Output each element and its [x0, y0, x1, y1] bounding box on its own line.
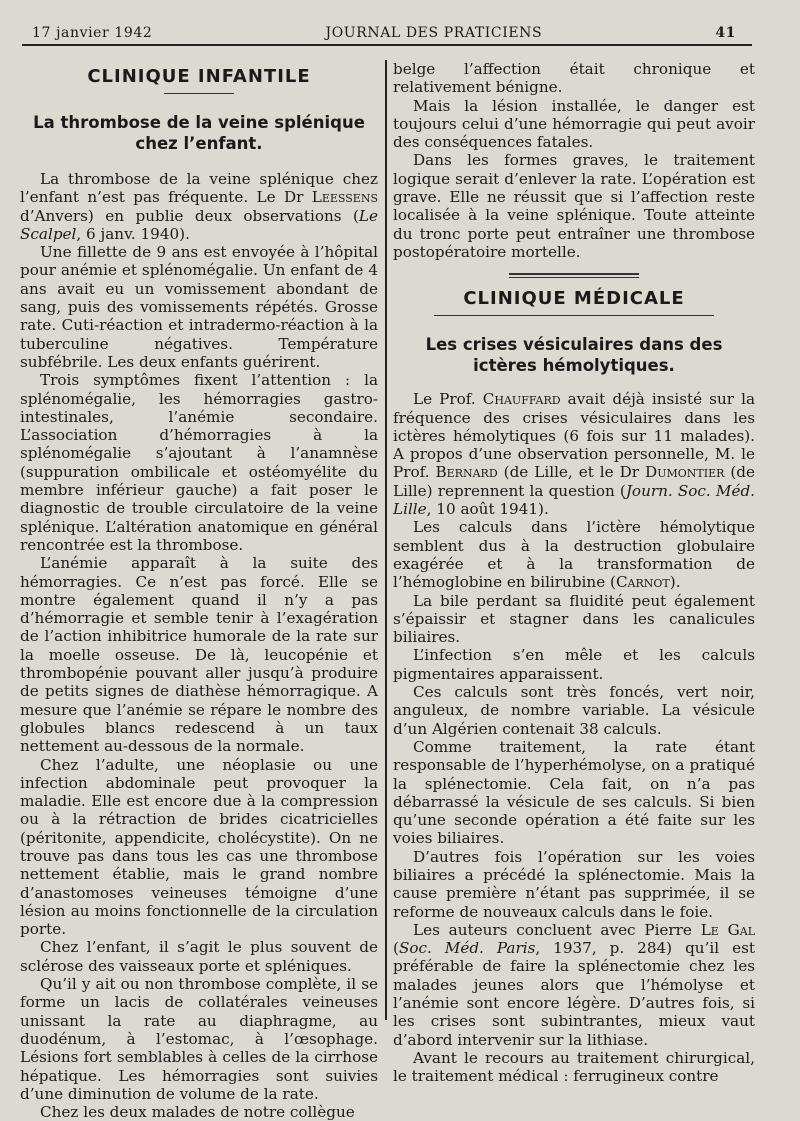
- paragraph: Comme traitement, la rate étant responsable de l’hyperhémolyse, on a pratiqué la splénectomie. Cela fait, on n’a pas débarrassé la vésicule de ses calculs. Si bien qu’une seconde opération a été faite sur les voies biliaires.: [393, 737, 755, 848]
- author-name: Dumontier: [645, 463, 725, 482]
- paragraph: belge l’affection était chronique et relativement bénigne.: [393, 60, 755, 97]
- journal-reference: Le Scalpel: [20, 206, 378, 243]
- left-column: [20, 60, 378, 1121]
- paragraph: L’infection s’en mêle et les calculs pigmentaires apparaissent.: [393, 646, 755, 683]
- paragraph: Qu’il y ait ou non thrombose complète, il se forme un lacis de collatérales veineuses unissant la rate au diaphragme, au duodénum, à l’estomac, à l’œsophage. Lésions fort semblables à celles de la cirrhose hépatique. Les hémorragies sont suivies d’une diminution de volume de la rate.: [20, 975, 378, 1103]
- article-title-thrombose: La thrombose de la veine splénique chez l’enfant.: [33, 113, 365, 153]
- paragraph: Avant le recours au traitement chirurgical, le traitement médical : ferrugineux contre: [393, 1048, 755, 1086]
- section-rule: [434, 315, 714, 316]
- paragraph: Trois symptômes fixent l’attention : la splénomégalie, les hémorragies gastro-intestinales, l’anémie secondaire. L’association d’hémorragies à la splénomégalie s’ajoutant à l’anamnèse (suppuration ombilicale et ostéomyélite du membre inférieur gauche) a fait poser le diagnostic de trouble circulatoire de la veine splénique. L’altération anatomique en général rencontrée est la thrombose.: [20, 371, 378, 554]
- journal-reference: Soc. Méd. Paris: [398, 939, 536, 958]
- paragraph: L’anémie apparaît à la suite des hémorragies. Ce n’est pas forcé. Elle se montre également quand il n’y a pas d’hémorragie et semble tenir à l’exagération de l’action inhibitrice humorale de la rate sur la moelle osseuse. De là, leucopénie et thrombopénie pouvant aller jusqu’à produire de petits signes de diathèse hémorragique. A mesure que l’anémie se répare le nombre des globules blancs redescend à un taux nettement au-dessous de la normale.: [20, 554, 378, 756]
- paragraph: Chez l’adulte, une néoplasie ou une infection abdominale peut provoquer la maladie. Elle est encore due à la compression ou à la rétraction de brides cicatricielles (péritonite, appendicite, cholécystite). On ne trouve pas dans tous les cas une thrombose nettement établie, mais le grand nombre d’anastomoses veineuses témoigne d’une lésion au moins fonctionnelle de la circulation porte.: [20, 755, 378, 939]
- journal-reference: Journ. Soc. Méd. Lille: [393, 481, 755, 519]
- section-dash: [164, 93, 234, 94]
- header-page-number: 41: [715, 25, 736, 41]
- paragraph: Le Prof. Chauffard avait déjà insisté sur la fréquence des crises vésiculaires dans les ictères hémolytiques (6 fois sur 11 malades). A propos d’une observation personnelle, M. le Prof. Bernard (de Lille, et le Dr Dumontier (de Lille) reprennent la question (Journ. Soc. Méd. Lille, 10 août 1941).: [393, 390, 756, 519]
- paragraph: Chez les deux malades de notre collègue: [40, 1103, 355, 1121]
- running-header: [32, 20, 736, 46]
- paragraph: Une fillette de 9 ans est envoyée à l’hôpital pour anémie et splénomégalie. Un enfant de 4 ans avait eu un vomissement abondant de sang, puis des vomissements répétés. Grosse rate. Cuti-réaction et intradermo-réaction à la tuberculine négatives. Température subfébrile. Les deux enfants guérirent.: [20, 243, 378, 371]
- author-name: Bernard: [435, 463, 498, 482]
- paragraph: La bile perdant sa fluidité peut également s’épaissir et stagner dans les canalicules biliaires.: [393, 591, 755, 647]
- paragraph: Les calculs dans l’ictère hémolytique semblent dus à la destruction globulaire exagérée et à la transformation de l’hémoglobine en bilirubine (Carnot).: [393, 518, 755, 592]
- author-name: Carnot: [615, 573, 670, 592]
- author-name: Le Gal: [700, 920, 756, 939]
- section-title-clinique-infantile: CLINIQUE INFANTILE: [87, 66, 311, 87]
- paragraph: La thrombose de la veine splénique chez l’enfant n’est pas fréquente. Le Dr Leessens d’Anvers) en publie deux observations (Le Scalpel, 6 janv. 1940).: [20, 170, 378, 243]
- header-rule: [22, 44, 752, 46]
- paragraph: Chez l’enfant, il s’agit le plus souvent de sclérose des vaisseaux porte et spléniques.: [20, 938, 378, 975]
- section-double-rule: [509, 273, 639, 278]
- paragraph: Ces calculs sont très foncés, vert noir, anguleux, de nombre variable. La vésicule d’un Algérien contenait 38 calculs.: [393, 683, 755, 738]
- paragraph: Mais la lésion installée, le danger est toujours celui d’une hémorragie qui peut avoir des conséquences fatales.: [393, 96, 755, 152]
- header-date: 17 janvier 1942: [32, 25, 153, 41]
- author-name: Leessens: [311, 188, 378, 207]
- article-title-crises-vesiculaires: Les crises vésiculaires dans des ictères hémolytiques.: [425, 335, 723, 376]
- header-journal-title: JOURNAL DES PRATICIENS: [325, 25, 543, 41]
- right-column: [393, 60, 755, 1086]
- paragraph: D’autres fois l’opération sur les voies biliaires a précédé la splénectomie. Mais la cause première n’étant pas supprimée, il se reforme de nouveaux calculs dans le foie.: [393, 847, 755, 921]
- paragraph: Dans les formes graves, le traitement logique serait d’enlever la rate. L’opération est grave. Elle ne réussit que si l’affection reste localisée à la veine splénique. Toute atteinte du tronc porte peut entraîner une thrombose postopératoire mortelle.: [393, 151, 755, 261]
- section-title-clinique-medicale: CLINIQUE MÉDICALE: [463, 288, 685, 310]
- paragraph: Les auteurs concluent avec Pierre Le Gal (Soc. Méd. Paris, 1937, p. 284) qu’il est préférable de faire la splénectomie chez les malades jeunes alors que l’hémolyse et l’anémie sont encore légère. D’autres fois, si les crises sont subintrantes, mieux vaut d’abord intervenir sur la lithiase.: [393, 920, 756, 1049]
- author-name: Chauffard: [482, 390, 561, 409]
- column-divider: [385, 60, 387, 1020]
